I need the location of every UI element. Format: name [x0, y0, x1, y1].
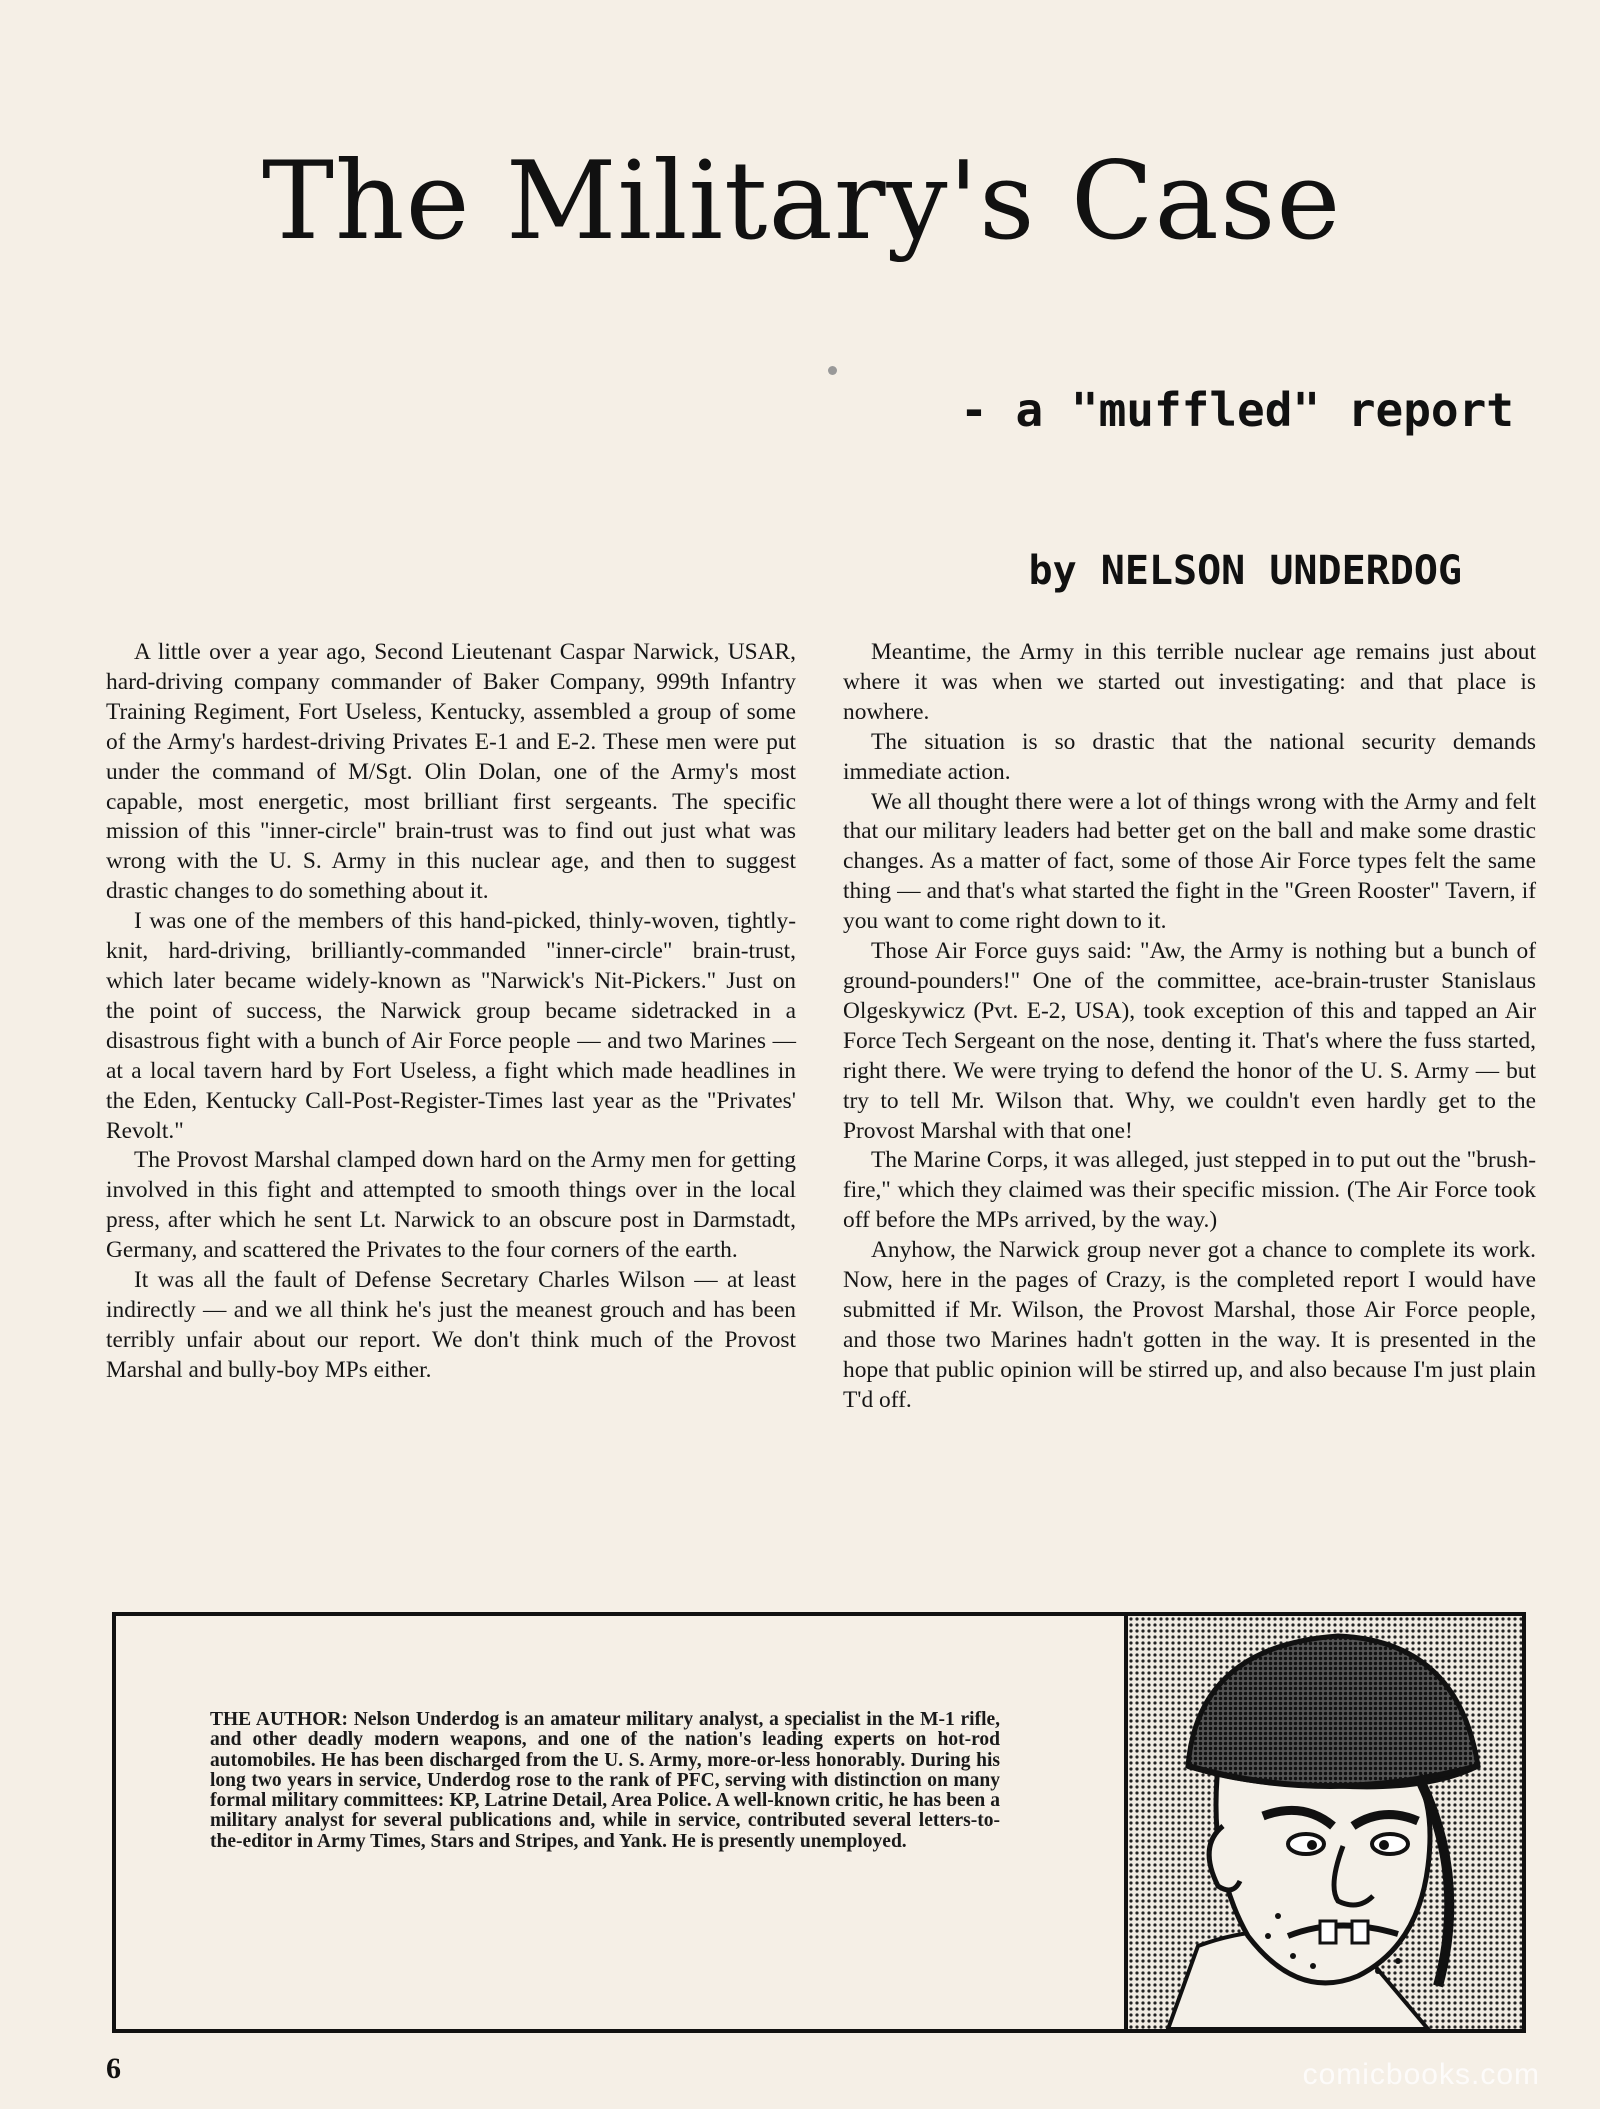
article-byline: by NELSON UNDERDOG	[1028, 548, 1462, 594]
right-column	[843, 638, 1536, 1416]
article-title: The Military's Case	[262, 139, 1342, 264]
author-portrait-illustration	[1124, 1612, 1526, 2033]
author-bio	[210, 1710, 1000, 1852]
paragraph: The Marine Corps, it was alleged, just stepped in to put out the "brush-fire," which they claimed was their specific mission. (The Air Force took off before the MPs arrived, by the way.)	[843, 1147, 1536, 1234]
page-number: 6	[106, 2052, 121, 2085]
paragraph: Meantime, the Army in this terrible nuclear age remains just about where it was when we started out investigating: and that place is nowhere.	[843, 639, 1536, 725]
article-subtitle: - a "muffled" report	[960, 383, 1514, 437]
author-bio-text: Nelson Underdog is an amateur military analyst, a specialist in the M-1 rifle, and other deadly modern weapons, and one of the nation's leading experts on hot-rod automobiles. He has been discharged from the U. S. Army, more-or-less honorably. During his long two years in service, Underdog rose to the rank of PFC, serving with distinction on many formal military committees: KP, Latrine Detail, Area Police. A well-known critic, he has been a military analyst for several publications and, while in service, contributed several letters-to-the-editor in Army Times, Stars and Stripes, and Yank. He is presently unemployed.	[210, 1709, 1001, 1852]
paragraph: A little over a year ago, Second Lieutenant Caspar Narwick, USAR, hard-driving company commander of Baker Company, 999th Infantry Training Regiment, Fort Useless, Kentucky, assembled a group of some of the Army's hardest-driving Privates E-1 and E-2. These men were put under the command of M/Sgt. Olin Dolan, one of the Army's most capable, most energetic, most brilliant first sergeants. The specific mission of this "inner-circle" brain-trust was to find out just what was wrong with the U. S. Army in this nuclear age, and then to suggest drastic changes to do something about it.	[106, 639, 796, 905]
paragraph: I was one of the members of this hand-picked, thinly-woven, tightly-knit, hard-driving, brilliantly-commanded "inner-circle" brain-trust, which later became widely-known as "Narwick's Nit-Pickers." Just on the point of success, the Narwick group became sidetracked in a disastrous fight with a bunch of Air Force people — and two Marines — at a local tavern hard by Fort Useless, a fight which made headlines in the Eden, Kentucky Call-Post-Register-Times last year as the "Privates' Revolt."	[106, 908, 796, 1144]
soldier-caricature-icon	[1128, 1616, 1522, 2029]
paragraph: The Provost Marshal clamped down hard on the Army men for getting involved in this fight and attempted to smooth things over in the local press, after which he sent Lt. Narwick to an obscure post in Darmstadt, Germany, and scattered the Privates to the four corners of the earth.	[106, 1147, 796, 1264]
paragraph: Anyhow, the Narwick group never got a chance to complete its work. Now, here in the pages of Crazy, is the completed report I would have submitted if Mr. Wilson, the Provost Marshal, those Air Force people, and those two Marines hadn't gotten in the way. It is presented in the hope that public opinion will be stirred up, and also because I'm just plain T'd off.	[843, 1237, 1536, 1413]
left-column	[106, 638, 796, 1386]
paragraph: We all thought there were a lot of things wrong with the Army and felt that our military leaders had better get on the ball and make some drastic changes. As a matter of fact, some of those Air Force types felt the same thing — and that's what started the fight in the "Green Rooster" Tavern, if you want to come right down to it.	[843, 788, 1536, 935]
watermark: comicbooks.com	[1302, 2058, 1540, 2091]
author-bio-label: THE AUTHOR:	[210, 1709, 348, 1730]
paragraph: Those Air Force guys said: "Aw, the Army is nothing but a bunch of ground-pounders!" One of the committee, ace-brain-truster Stanislaus Olgeskywicz (Pvt. E-2, USA), took exception of this and tapped an Air Force Tech Sergeant on the nose, denting it. That's where the fuss started, right there. We were trying to defend the honor of the U. S. Army — but try to tell Mr. Wilson that. Why, we couldn't even hardly get to the Provost Marshal with that one!	[843, 938, 1536, 1144]
ink-speck	[828, 366, 837, 375]
paragraph: The situation is so drastic that the national security demands immediate action.	[843, 728, 1536, 785]
paragraph: It was all the fault of Defense Secretary Charles Wilson — at least indirectly — and we all think he's just the meanest grouch and has been terribly unfair about our report. We don't think much of the Provost Marshal and bully-boy MPs either.	[106, 1267, 796, 1383]
